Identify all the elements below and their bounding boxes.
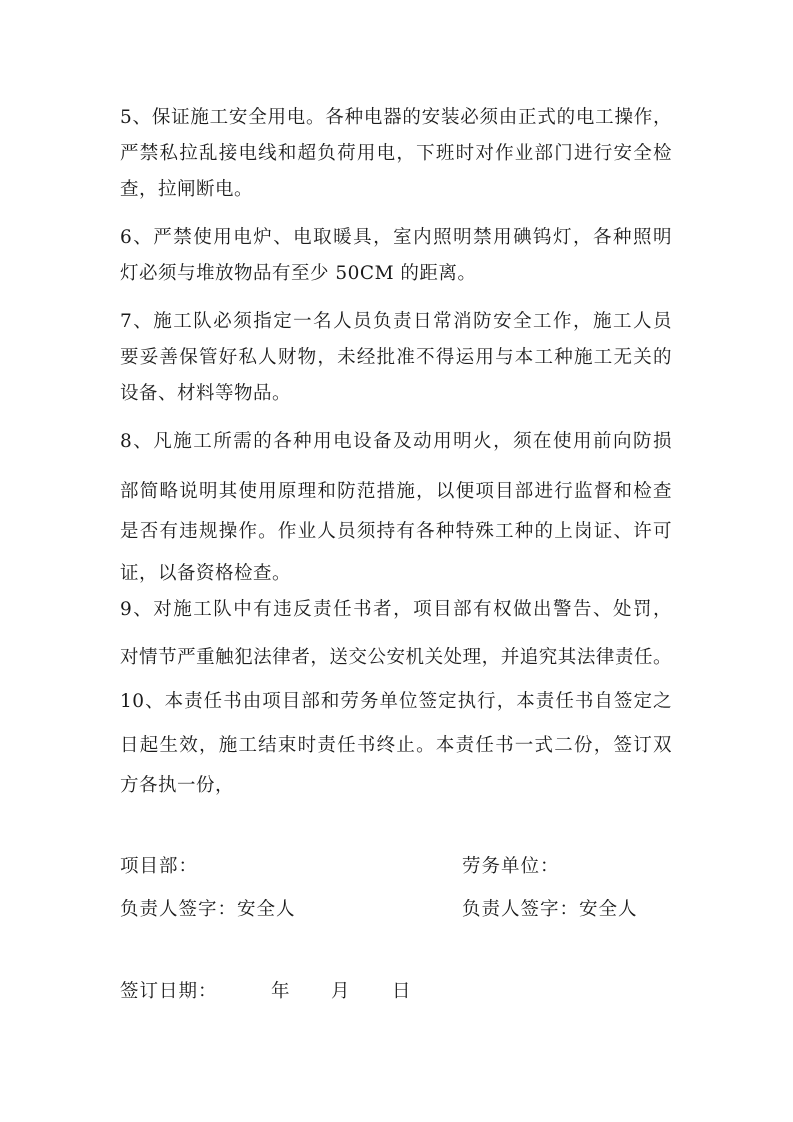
labor-unit-signer: 负责人签字：安全人: [462, 899, 638, 920]
clause-line: 8、凡施工所需的各种用电设备及动用明火，须在使用前向防损: [120, 431, 672, 452]
labor-unit-label: 劳务单位：: [462, 856, 560, 877]
clause-line: 7、施工队必须指定一名人员负责日常消防安全工作，施工人员: [120, 311, 672, 332]
clause-line: 方各执一份，: [120, 775, 235, 796]
clause-line: 查，拉闸断电。: [120, 179, 254, 200]
date-month-label: 月: [331, 981, 350, 1002]
clause-line: 要妥善保管好私人财物，未经批准不得运用与本工种施工无关的: [120, 347, 672, 368]
clause-line: 日起生效，施工结束时责任书终止。本责任书一式二份，签订双: [120, 735, 672, 756]
signing-date-label: 签订日期：: [120, 981, 218, 1002]
clause-line: 对情节严重触犯法律者，送交公安机关处理，并追究其法律责任。: [120, 647, 672, 668]
clause-line: 6、严禁使用电炉、电取暖具，室内照明禁用碘钨灯，各种照明: [120, 227, 672, 248]
clause-line: 部简略说明其使用原理和防范措施，以便项目部进行监督和检查: [120, 481, 672, 502]
clause-line: 严禁私拉乱接电线和超负荷用电，下班时对作业部门进行安全检: [120, 143, 672, 164]
date-year-label: 年: [271, 981, 290, 1002]
clause-line: 灯必须与堆放物品有至少 50CM 的距离。: [120, 263, 477, 284]
clause-line: 是否有违规操作。作业人员须持有各种特殊工种的上岗证、许可: [120, 521, 672, 542]
clause-line: 10、本责任书由项目部和劳务单位签定执行，本责任书自签定之: [120, 691, 672, 712]
date-day-label: 日: [392, 981, 411, 1002]
clause-line: 9、对施工队中有违反责任书者，项目部有权做出警告、处罚，: [120, 599, 672, 620]
project-dept-signer: 负责人签字：安全人: [120, 899, 296, 920]
clause-line: 证，以备资格检查。: [120, 563, 292, 584]
clause-line: 5、保证施工安全用电。各种电器的安装必须由正式的电工操作，: [120, 107, 672, 128]
clause-line: 设备、材料等物品。: [120, 383, 292, 404]
project-dept-label: 项目部：: [120, 856, 199, 877]
